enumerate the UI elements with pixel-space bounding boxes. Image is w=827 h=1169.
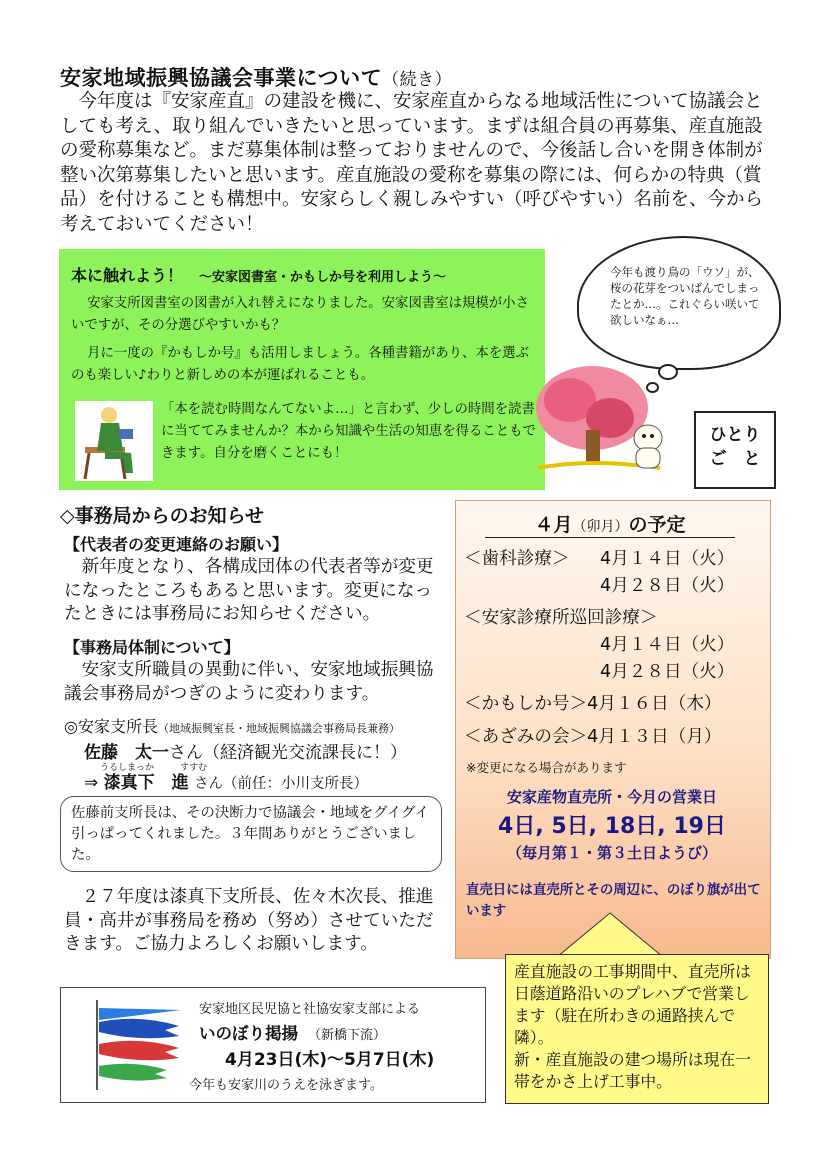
koinobori-illustration (89, 998, 189, 1092)
ruby-family: うるしまっか (100, 763, 155, 773)
closing-text: ２７年度は漆真下支所長、佐々木次長、推進員・高井が事務局を務め（努め）させていただきます。ご協力よろしくお願いします。 (64, 887, 434, 954)
ruby-given: すすむ (180, 763, 208, 773)
market-days: 4日, 5日, 18日, 19日 (498, 814, 726, 839)
reading-woman-illustration (75, 401, 153, 481)
role-line (64, 714, 400, 737)
intro-text: 今年度は『安家産直』の建設を機に、安家産直からなる地域活性について協議会としても考え、取り組んでいきたいと思っています。まずは組合員の再募集、産直施設の愛称募集など。まだ募集体制は整っておりませんので、今後話し合いを開き体制が整い次第募集したいと思います。産直施設の愛称を募集の際には、何らかの特典（賞品）を付けることも構想中。安家らしく親しみやすい（呼びやすい）名前を、今から考えておいてください！ (60, 91, 764, 235)
thanks-box: 佐藤前支所長は、その決断力で協議会・地域をグイグイ引っぱってくれました。３年間ありがとうございました。 (60, 796, 442, 872)
yellow-line2: 新・産直施設の建つ場所は現在一帯をかさ上げ工事中。 (514, 1050, 751, 1091)
dental-date1: 4月１４日（火） (600, 549, 735, 569)
nobori-title-note: （新橋下流） (314, 1028, 387, 1043)
yellow-line1: 産直施設の工事期間中、直売所は日蔭道路沿いのプレハブで営業します（駐在所わきの通路挟んで隣）。 (514, 962, 751, 1047)
clinic-date2: 4月２８日（火） (600, 662, 735, 682)
cherry-tree-illustration (530, 360, 690, 490)
new-chief-suffix: さん（前任：小川支所長） (194, 776, 369, 792)
schedule-note: ※変更になる場合があります (466, 760, 627, 775)
book-subtitle: ～安家図書室・かもしか号を利用しよう～ (199, 270, 447, 285)
market-flag: 直売日には直売所とその周辺に、のぼり旗が出ています (466, 883, 761, 919)
schedule-month: ４月 (534, 514, 573, 536)
market-info (455, 786, 769, 863)
up-arrow-shape (555, 912, 665, 958)
new-chief-line (84, 768, 368, 793)
notice-sub2: 【事務局体制について】 (64, 638, 240, 657)
dental-label: ＜歯科診療＞ (464, 549, 570, 569)
role-note: （地域振興室長・地域振興協議会事務局長兼務） (157, 722, 400, 735)
notice-sub1: 【代表者の変更連絡のお願い】 (64, 535, 289, 554)
book-p2: 月に一度の『かもしか号』も活用しましょう。各種書籍があり、本を選ぶのも楽しい♪わりと新しめの本が運ばれることも。 (71, 346, 529, 383)
yellow-notice (505, 954, 769, 1104)
nobori-tag: 今年も安家川のうえを泳ぎます。 (189, 1078, 383, 1093)
hitori-line2: ご と (709, 449, 761, 469)
hitori-line1: ひとり (709, 425, 761, 445)
nobori-org: 安家地区民児協と社協安家支部による (199, 1002, 421, 1017)
page-title (60, 62, 452, 92)
title-cont: （続き） (382, 70, 453, 90)
dental-date2: 4月２８日（火） (600, 576, 735, 596)
notice-body1: 新年度となり、各構成団体の代表者等が変更になったところもあると思います。変更になったときには事務局にお知らせください。 (64, 557, 434, 624)
book-box (59, 249, 545, 490)
new-chief-family: 漆真下 (103, 773, 155, 793)
notice-title: ◇事務局からのお知らせ (60, 505, 265, 527)
title-main: 安家地域振興協議会事業について (60, 66, 383, 90)
clinic-date1: 4月１４日（火） (600, 635, 735, 655)
koinobori-box (60, 987, 486, 1103)
hitori-box (694, 411, 776, 489)
old-chief-suffix: さん（経済観光交流課長に！） (169, 743, 407, 763)
schedule-title-end: の予定 (628, 514, 686, 536)
nobori-title-line (199, 1020, 386, 1044)
book-title (71, 263, 446, 286)
notice-body2: 安家支所職員の異動に伴い、安家地域振興協議会事務局がつぎのように変わります。 (64, 660, 434, 704)
role: ◎安家支所長 (64, 717, 158, 736)
schedule-title (485, 510, 735, 538)
arrow: ⇒ (84, 773, 99, 793)
new-chief-given: 進 (171, 773, 189, 793)
schedule-month-sub: （卯月） (572, 519, 629, 535)
book-p1: 安家支所図書室の図書が入れ替えになりました。安家図書室は規模が小さいですが、その分選びやすいかも？ (71, 296, 529, 333)
market-title: 安家産物直売所・今月の営業日 (506, 788, 717, 806)
thought-text: 今年も渡り鳥の「ウソ」が、桜の花芽をついばんでしまったとか…。これぐらい咲いて欲しいなぁ… (610, 265, 760, 327)
book-title-main: 本に触れよう！ (71, 266, 184, 285)
kamoshika-line: ＜かもしか号＞4月１６日（木） (464, 694, 722, 714)
nobori-date: 4月23日(木)～5月7日(木) (225, 1050, 435, 1070)
nobori-title: いのぼり掲揚 (199, 1024, 298, 1043)
market-sub: （毎月第１・第３土日ようび） (506, 844, 717, 862)
book-p3: 「本を読む時間なんてないよ…」と言わず、少しの時間を読書に当ててみませんか？本から知識や生活の知恵を得ることもできます。自分を磨くことにも！ (161, 402, 536, 461)
azami-line: ＜あざみの会＞4月１３日（月） (464, 727, 722, 747)
old-chief-name: 佐藤 太一 (84, 743, 169, 763)
intro-paragraph (60, 90, 772, 238)
clinic-label: ＜安家診療所巡回診療＞ (464, 608, 658, 628)
